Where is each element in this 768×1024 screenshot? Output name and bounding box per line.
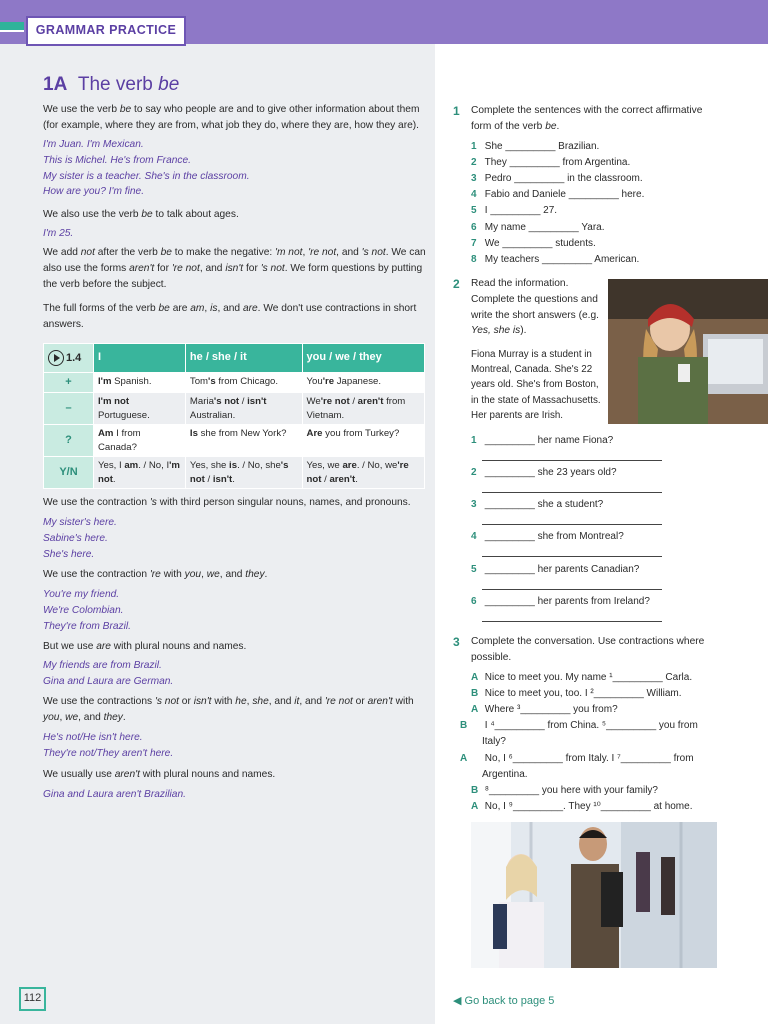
list-item: 6 My name _________ Yara. [471,222,605,233]
examples-8: He's not/He isn't here. They're not/They aren't here. [43,732,174,759]
explanation-p9: We usually use aren't with plural nouns and names. [43,769,276,780]
examples-5: My sister's here. Sabine's here. She's here. [43,517,117,560]
answer-line[interactable] [482,556,662,557]
exercise-1-instruction: Complete the sentences with the correct affirmative form of the verb be. [471,105,703,132]
explanation-p2: We also use the verb be to talk about ages. [43,209,239,220]
dialogue-line: A No, I ⁶_________ from Italy. I ⁷_________ from Argentina. [460,753,694,780]
answer-line[interactable] [482,589,662,590]
list-item: 6 _________ her parents from Ireland? [471,596,650,607]
list-item: 5 I _________ 27. [471,205,558,216]
table-cell: I'm Spanish. [94,373,186,393]
explanation-p8: We use the contractions 's not or isn't with he, she, and it, and 're not or aren't with you, we, and they. [43,696,414,723]
exercise-2-number: 2 [453,277,460,291]
dialogue-line: B I ⁴_________ from China. ⁵_________ you from Italy? [460,720,698,747]
list-item: 1 _________ her name Fiona? [471,435,614,446]
explanation-p6: We use the contraction 're with you, we, and they. [43,569,268,580]
table-row [44,373,425,393]
table-cell: We're not / aren't from Vietnam. [302,393,424,425]
examples-1: I'm Juan. I'm Mexican. This is Michel. He's from France. My sister is a teacher. She's in the classroom. How are you? I'm fine. [43,139,250,198]
table-cell: Is she from New York? [185,425,302,457]
accent-strip [0,22,24,30]
back-link[interactable]: ◀ Go back to page 5 [453,995,555,1007]
table-header [44,344,425,373]
table-cell: Yes, she is. / No, she's not / isn't. [185,457,302,489]
photo-students-talking [471,822,717,968]
list-item: 8 My teachers _________ American. [471,254,640,265]
list-item: 4 _________ she from Montreal? [471,531,624,542]
examples-6: You're my friend. We're Colombian. They're from Brazil. [43,589,131,632]
exercise-3-instruction: Complete the conversation. Use contractions where possible. [471,636,705,663]
table-cell: Yes, we are. / No, we're not / aren't. [302,457,424,489]
section-badge: GRAMMAR PRACTICE [26,16,186,46]
list-item: 4 Fabio and Daniele _________ here. [471,189,645,200]
table-cell: Am I from Canada? [94,425,186,457]
table-cell: Maria's not / isn't Australian. [185,393,302,425]
explanation-p4: The full forms of the verb be are am, is, and are. We don't use contractions in short answers. [43,303,417,330]
table-row [44,393,425,425]
dialogue-line: A No, I ⁹_________. They ¹⁰_________ at home. [471,801,693,812]
list-item: 3 _________ she a student? [471,499,604,510]
col-header-he: he / she / it [185,344,302,373]
accent-strip-line [0,30,24,32]
explanation-p7: But we use are with plural nouns and names. [43,641,247,652]
dialogue-line: A Where ³_________ you from? [471,704,618,715]
example-9: Gina and Laura aren't Brazilian. [43,789,186,800]
dialogue-line: B ⁸_________ you here with your family? [471,785,658,796]
exercise-1-number: 1 [453,104,460,118]
exercise-3-number: 3 [453,635,460,649]
table-cell: Yes, I am. / No, I'm not. [94,457,186,489]
page-number: 112 [19,987,46,1011]
row-symbol: ? [44,425,94,457]
table-cell: You're Japanese. [302,373,424,393]
table-cell: Are you from Turkey? [302,425,424,457]
explanation-p1: We use the verb be to say who people are and to give other information about them (for example, where they are from, what job they do, where they are, how they are). [43,104,420,131]
answer-line[interactable] [482,492,662,493]
dialogue-line: A Nice to meet you. My name ¹_________ Carla. [471,672,693,683]
list-item: 2 _________ she 23 years old? [471,467,617,478]
example-2: I'm 25. [43,228,74,239]
list-item: 3 Pedro _________ in the classroom. [471,173,643,184]
col-header-you: you / we / they [302,344,424,373]
answer-line[interactable] [482,460,662,461]
answer-line[interactable] [482,621,662,622]
list-item: 5 _________ her parents Canadian? [471,564,640,575]
list-item: 1 She _________ Brazilian. [471,141,600,152]
grammar-table [43,343,425,489]
dialogue-line: B Nice to meet you, too. I ²_________ William. [471,688,682,699]
exercise-2-instruction: Read the information. Complete the questions and write the short answers (e.g. Yes, she is). [471,278,599,337]
fiona-info: Fiona Murray is a student in Montreal, Canada. She's 22 years old. She's from Boston, in the state of Massachusetts. Her parents are Irish. [471,349,601,421]
photo-student-laptop [608,279,768,424]
table-row [44,425,425,457]
page-title: 1A The verb be [43,74,180,95]
col-header-i: I [94,344,186,373]
answer-line[interactable] [482,524,662,525]
list-item: 2 They _________ from Argentina. [471,157,631,168]
row-symbol: – [44,393,94,425]
table-cell: I'm not Portuguese. [94,393,186,425]
row-symbol: + [44,373,94,393]
examples-7: My friends are from Brazil. Gina and Laura are German. [43,660,174,687]
audio-cell[interactable]: 1.4 [44,344,94,373]
explanation-p5: We use the contraction 's with third person singular nouns, names, and pronouns. [43,497,411,508]
explanation-p3: We add not after the verb be to make the negative: 'm not, 're not, and 's not. We can also use the forms aren't for 're not, and isn't for 's not. We form questions by putting the verb before the subject. [43,247,426,290]
table-cell: Tom's from Chicago. [185,373,302,393]
row-symbol: Y/N [44,457,94,489]
list-item: 7 We _________ students. [471,238,596,249]
play-icon[interactable] [48,350,64,366]
table-row [44,457,425,489]
